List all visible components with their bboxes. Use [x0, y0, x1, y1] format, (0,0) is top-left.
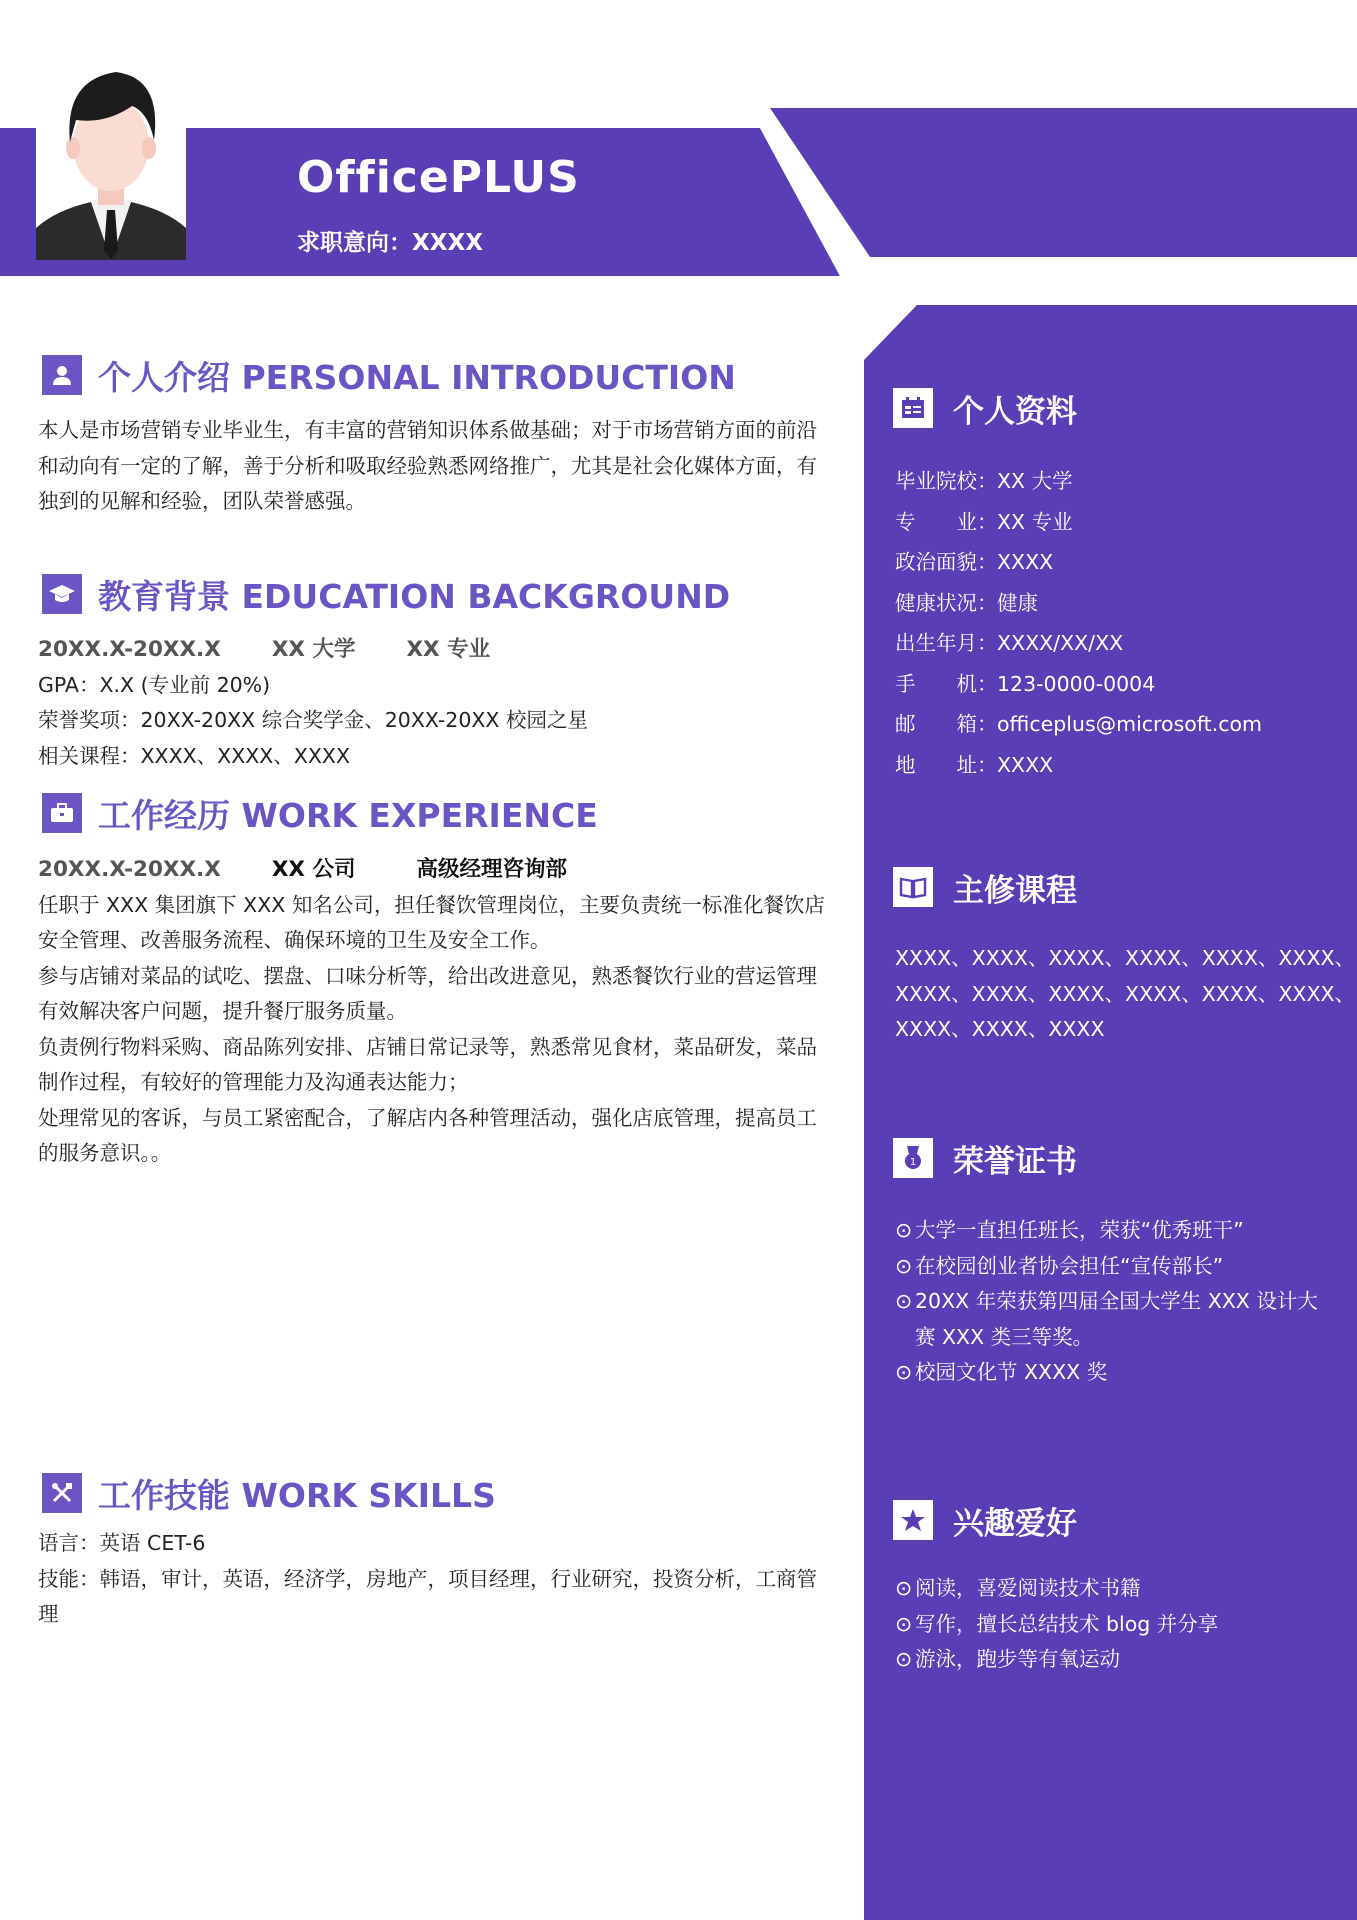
- text-line: 理: [38, 1602, 59, 1626]
- text-line: 处理常见的客诉，与员工紧密配合，了解店内各种管理活动，强化店底管理，提高员工: [38, 1105, 817, 1130]
- honors-list: [895, 1213, 1318, 1391]
- list-item: [895, 1607, 1218, 1643]
- text-line: 语言：英语 CET-6: [38, 1531, 206, 1555]
- education-summary: [38, 632, 828, 668]
- svg-text:1: 1: [909, 1157, 917, 1168]
- profile-label: 手 机：: [895, 671, 998, 696]
- education-period: 20XX.X-20XX.X: [38, 637, 221, 662]
- profile-label: 专 业：: [895, 509, 998, 534]
- text-line: 制作过程，有较好的管理能力及沟通表达能力；: [38, 1070, 469, 1094]
- profile-item: [895, 664, 1262, 705]
- section-title: 荣誉证书: [953, 1143, 1077, 1180]
- text-line: GPA：X.X (专业前 20%): [38, 672, 271, 697]
- profile-item: [895, 745, 1262, 786]
- section-courses-heading: [893, 865, 1077, 909]
- book-icon: [893, 867, 933, 907]
- section-skills-heading: [42, 1471, 496, 1515]
- list-item-text: 阅读，喜爱阅读技术书籍: [915, 1576, 1141, 1600]
- bullet-icon: ⊙: [895, 1647, 913, 1671]
- text-line: 任职于 XXX 集团旗下 XXX 知名公司，担任餐饮管理岗位，主要负责统一标准化餐饮店: [38, 892, 825, 917]
- text-line: 荣誉奖项：20XX-20XX 综合奖学金、20XX-20XX 校园之星: [38, 708, 588, 732]
- text-line: 有效解决客户问题，提升餐厅服务质量。: [38, 999, 407, 1023]
- section-title: 个人资料: [953, 393, 1077, 430]
- text-line: 安全管理、改善服务流程、确保环境的卫生及安全工作。: [38, 928, 551, 952]
- profile-item: [895, 461, 1262, 502]
- bullet-icon: ⊙: [895, 1218, 913, 1242]
- candidate-name: OfficePLUS: [297, 152, 580, 203]
- star-icon: [893, 1500, 933, 1540]
- list-item-continuation: 赛 XXX 类三等奖。: [915, 1324, 1094, 1349]
- section-introduction-heading: [42, 353, 736, 397]
- list-item-text: 20XX 年荣获第四届全国大学生 XXX 设计大: [915, 1289, 1318, 1313]
- profile-label: 政治面貌：: [895, 550, 998, 574]
- list-item-text: 校园文化节 XXXX 奖: [915, 1360, 1108, 1384]
- profile-label: 毕业院校：: [895, 469, 998, 493]
- list-item-text: 写作，擅长总结技术 blog 并分享: [915, 1611, 1219, 1636]
- experience-summary: [38, 852, 828, 888]
- hobbies-list: [895, 1571, 1218, 1678]
- section-title: 工作技能 WORK SKILLS: [98, 1475, 496, 1515]
- text-line: 本人是市场营销专业毕业生，有丰富的营销知识体系做基础；对于市场营销方面的前沿: [38, 418, 817, 442]
- text-line: XXXX、XXXX、XXXX: [895, 1017, 1105, 1041]
- experience-details: [38, 852, 828, 1172]
- list-item: [895, 1571, 1218, 1607]
- list-item: [895, 1355, 1318, 1391]
- section-title: 个人介绍 PERSONAL INTRODUCTION: [98, 357, 736, 397]
- education-school: XX 大学: [271, 637, 356, 662]
- avatar: [36, 50, 186, 260]
- section-hobbies-heading: [893, 1498, 1077, 1542]
- profile-item: [895, 704, 1262, 745]
- bullet-icon: ⊙: [895, 1611, 913, 1636]
- list-item: [895, 1284, 1318, 1320]
- profile-item: [895, 542, 1262, 583]
- profile-label: 健康状况：: [895, 590, 998, 615]
- education-details: [38, 632, 828, 774]
- experience-position: 高级经理咨询部: [416, 857, 567, 882]
- text-line: 和动向有一定的了解，善于分析和吸取经验熟悉网络推广，尤其是社会化媒体方面，有: [38, 453, 817, 478]
- text-line: 技能：韩语，审计，英语，经济学，房地产，项目经理，行业研究，投资分析，工商管: [38, 1566, 817, 1591]
- experience-period: 20XX.X-20XX.X: [38, 857, 221, 882]
- section-title: 工作经历 WORK EXPERIENCE: [98, 795, 598, 835]
- courses-list: [895, 941, 1355, 1048]
- profile-value: XX 大学: [997, 469, 1073, 493]
- education-major: XX 专业: [406, 637, 491, 662]
- text-line: XXXX、XXXX、XXXX、XXXX、XXXX、XXXX、: [895, 946, 1356, 970]
- text-line: 相关课程：XXXX、XXXX、XXXX: [38, 743, 351, 768]
- profile-list: [895, 461, 1262, 785]
- list-item-text: 游泳，跑步等有氧运动: [915, 1647, 1120, 1671]
- list-item-text: 在校园创业者协会担任“宣传部长”: [915, 1253, 1224, 1278]
- section-title: 教育背景 EDUCATION BACKGROUND: [98, 576, 731, 616]
- calendar-id-icon: [893, 388, 933, 428]
- profile-label: 出生年月：: [895, 631, 998, 655]
- skills-details: [38, 1526, 828, 1633]
- tools-icon: [42, 1473, 82, 1513]
- profile-email[interactable]: officeplus@microsoft.com: [997, 712, 1262, 736]
- profile-label: 地 址：: [895, 752, 998, 777]
- medal-icon: [893, 1138, 933, 1178]
- list-item-text: 大学一直担任班长，荣获“优秀班干”: [915, 1218, 1244, 1242]
- section-title: 主修课程: [953, 872, 1077, 909]
- section-experience-heading: [42, 791, 598, 835]
- section-honors-heading: [893, 1136, 1077, 1180]
- briefcase-icon: [42, 793, 82, 833]
- person-icon: [42, 355, 82, 395]
- list-item: [895, 1642, 1218, 1678]
- profile-label: 邮 箱：: [895, 712, 998, 736]
- profile-value: XXXX: [997, 752, 1054, 777]
- experience-company: XX 公司: [271, 857, 356, 882]
- text-line: 独到的见解和经验，团队荣誉感强。: [38, 489, 366, 513]
- profile-value: 123-0000-0004: [997, 671, 1156, 696]
- bullet-icon: ⊙: [895, 1576, 913, 1600]
- profile-value: 健康: [997, 590, 1038, 615]
- profile-value: XXXX/XX/XX: [997, 631, 1124, 655]
- list-item: [895, 1249, 1318, 1285]
- profile-value: XXXX: [997, 550, 1054, 574]
- bullet-icon: ⊙: [895, 1253, 913, 1278]
- bullet-icon: ⊙: [895, 1289, 913, 1313]
- profile-value: XX 专业: [997, 509, 1073, 534]
- text-line: XXXX、XXXX、XXXX、XXXX、XXXX、XXXX、: [895, 981, 1356, 1006]
- profile-item: [895, 623, 1262, 664]
- list-item: [895, 1213, 1318, 1249]
- job-intent: 求职意向：XXXX: [297, 230, 483, 256]
- graduation-cap-icon: [42, 574, 82, 614]
- text-line: 负责例行物料采购、商品陈列安排、店铺日常记录等，熟悉常见食材，菜品研发，菜品: [38, 1034, 817, 1059]
- text-line: 参与店铺对菜品的试吃、摆盘、口味分析等，给出改进意见，熟悉餐饮行业的营运管理: [38, 963, 817, 988]
- section-profile-heading: [893, 386, 1077, 430]
- profile-item: [895, 583, 1262, 624]
- bullet-icon: ⊙: [895, 1360, 913, 1384]
- section-education-heading: [42, 572, 730, 616]
- text-line: 的服务意识。。: [38, 1141, 172, 1165]
- introduction-text: [38, 413, 828, 520]
- section-title: 兴趣爱好: [953, 1505, 1077, 1542]
- profile-item: [895, 502, 1262, 543]
